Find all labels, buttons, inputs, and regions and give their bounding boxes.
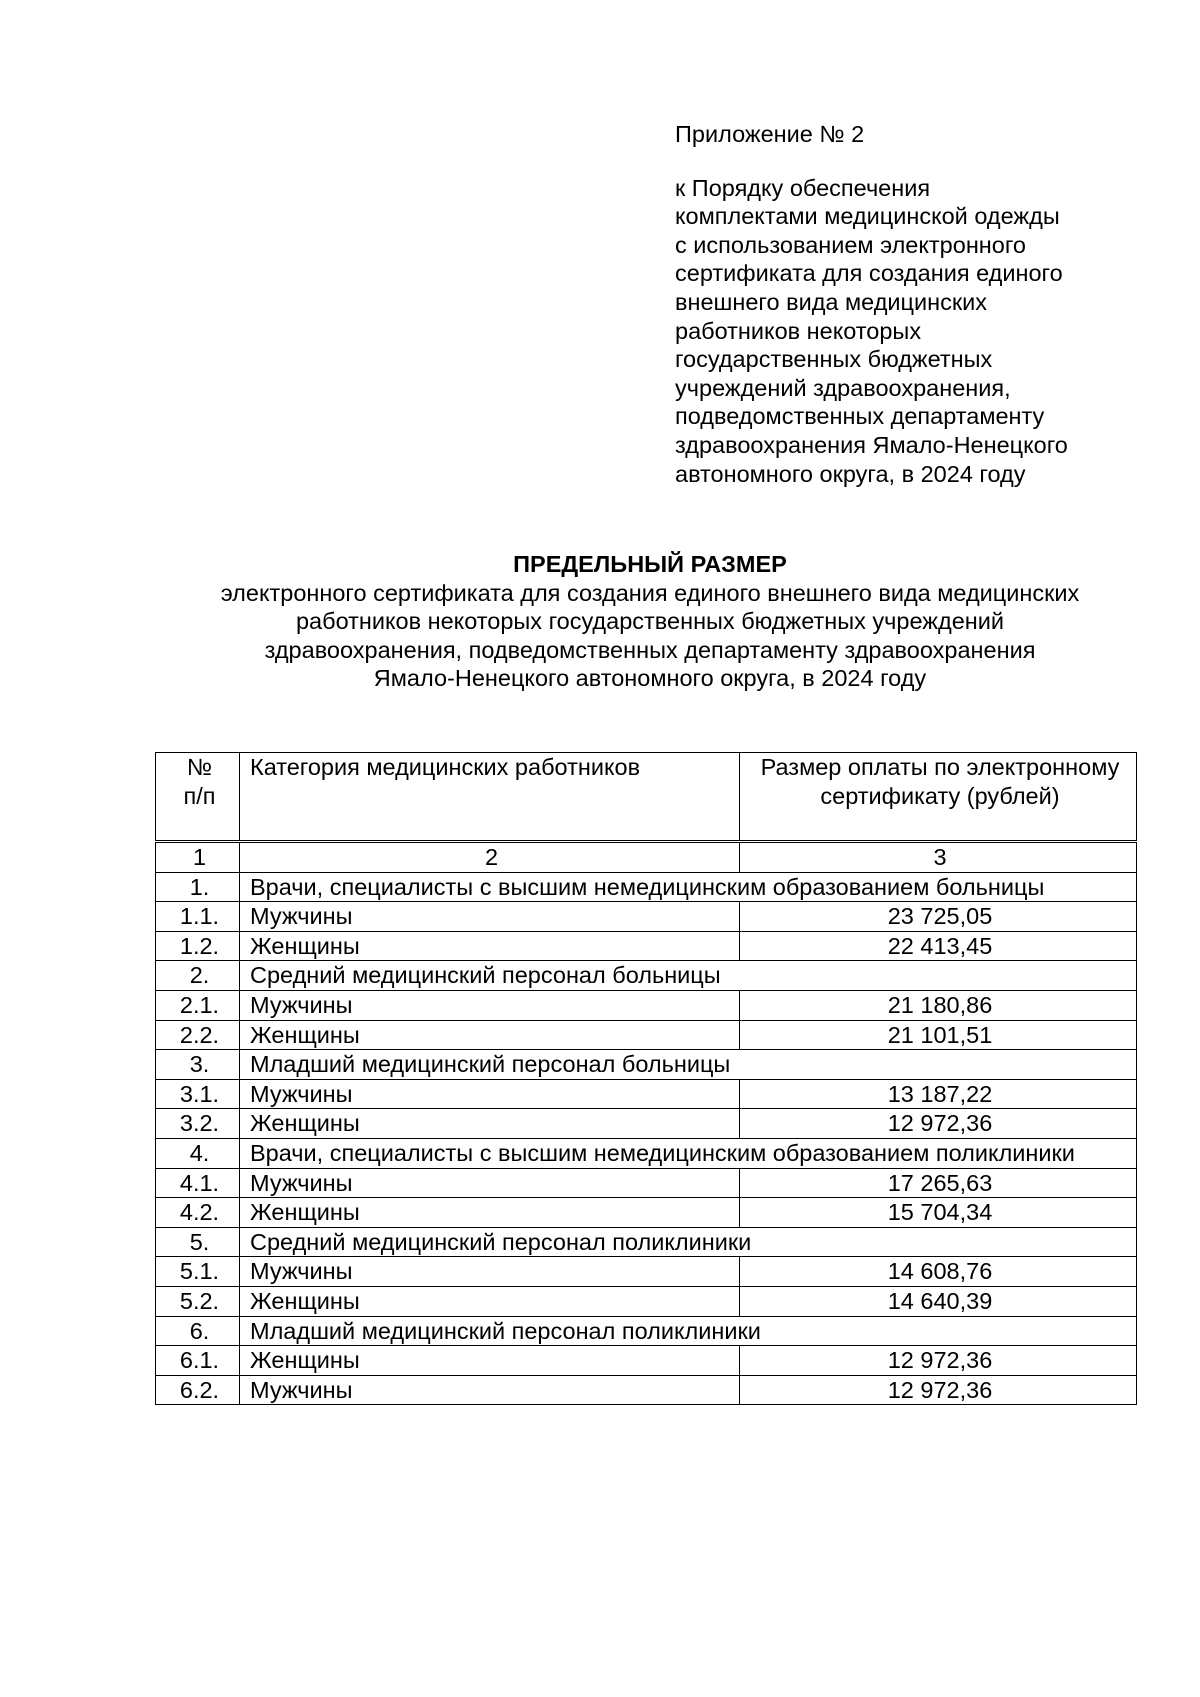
table-row	[156, 1168, 1137, 1198]
table-row	[156, 1346, 1137, 1376]
group-row	[156, 961, 1137, 991]
column-number: 2	[240, 842, 740, 873]
table-header-row	[156, 753, 1137, 842]
row-amount	[740, 902, 1137, 932]
group-title: Младший медицинский персонал поликлиники	[240, 1316, 1137, 1346]
table-row	[156, 1375, 1137, 1405]
group-number: 2.	[156, 961, 240, 991]
row-amount-value: 22 413,45	[887, 932, 993, 959]
row-category: Женщины	[240, 931, 740, 961]
row-amount	[740, 931, 1137, 961]
document-subtitle-line: Ямало-Ненецкого автономного округа, в 2024 году	[373, 665, 927, 692]
row-category: Мужчины	[240, 1257, 740, 1287]
row-category: Женщины	[240, 1198, 740, 1228]
row-amount	[740, 990, 1137, 1020]
document-subtitle-line: работников некоторых государственных бюджетных учреждений	[295, 608, 1005, 635]
row-amount	[740, 1375, 1137, 1405]
appendix-reference	[675, 174, 1145, 489]
table-row	[156, 1286, 1137, 1316]
row-category: Женщины	[240, 1020, 740, 1050]
row-number: 4.1.	[156, 1168, 240, 1198]
row-amount-value: 12 972,36	[887, 1110, 993, 1137]
row-amount-value: 17 265,63	[887, 1169, 993, 1196]
row-category: Мужчины	[240, 1375, 740, 1405]
certificate-limits-table	[155, 752, 1137, 1405]
table-row	[156, 1257, 1137, 1287]
row-category: Мужчины	[240, 990, 740, 1020]
row-amount	[740, 1020, 1137, 1050]
appendix-block	[675, 120, 1145, 488]
document-title: ПРЕДЕЛЬНЫЙ РАЗМЕР	[513, 551, 787, 577]
group-row	[156, 872, 1137, 902]
row-amount-value: 14 640,39	[887, 1287, 993, 1314]
row-amount-value: 12 972,36	[887, 1376, 993, 1403]
group-row	[156, 1316, 1137, 1346]
appendix-line: подведомственных департаменту	[675, 403, 1045, 430]
row-number: 1.1.	[156, 902, 240, 932]
row-number: 5.2.	[156, 1286, 240, 1316]
row-amount-value: 21 180,86	[887, 991, 993, 1018]
group-title: Врачи, специалисты с высшим немедицинским образованием поликлиники	[240, 1138, 1137, 1168]
row-number: 2.2.	[156, 1020, 240, 1050]
document-subtitle-line: здравоохранения, подведомственных департаменту здравоохранения	[264, 636, 1036, 663]
table-body	[156, 842, 1137, 1405]
table-row	[156, 1079, 1137, 1109]
appendix-line: комплектами медицинской одежды	[675, 203, 1060, 230]
row-category: Женщины	[240, 1346, 740, 1376]
table-row	[156, 990, 1137, 1020]
row-amount-value: 23 725,05	[887, 903, 993, 930]
row-number: 3.2.	[156, 1109, 240, 1139]
group-number: 3.	[156, 1050, 240, 1080]
header-number-line: п/п	[183, 782, 216, 809]
row-category: Мужчины	[240, 902, 740, 932]
row-amount	[740, 1168, 1137, 1198]
group-number: 4.	[156, 1138, 240, 1168]
row-amount	[740, 1109, 1137, 1139]
row-amount	[740, 1346, 1137, 1376]
row-number: 1.2.	[156, 931, 240, 961]
group-number: 1.	[156, 872, 240, 902]
group-row	[156, 1050, 1137, 1080]
appendix-number: Приложение № 2	[675, 121, 865, 147]
row-category: Мужчины	[240, 1168, 740, 1198]
appendix-line: здравоохранения Ямало-Ненецкого	[675, 431, 1068, 458]
column-number: 1	[156, 842, 240, 873]
header-amount: Размер оплаты по электронному сертификату (рублей)	[740, 753, 1137, 842]
appendix-line: сертификата для создания единого	[675, 260, 1063, 287]
row-number: 2.1.	[156, 990, 240, 1020]
row-number: 6.2.	[156, 1375, 240, 1405]
appendix-line: учреждений здравоохранения,	[675, 374, 1011, 401]
document-heading	[150, 550, 1150, 693]
row-number: 3.1.	[156, 1079, 240, 1109]
group-row	[156, 1138, 1137, 1168]
row-number: 6.1.	[156, 1346, 240, 1376]
group-title: Средний медицинский персонал больницы	[240, 961, 1137, 991]
group-title: Средний медицинский персонал поликлиники	[240, 1227, 1137, 1257]
row-amount-value: 12 972,36	[887, 1347, 993, 1374]
header-category: Категория медицинских работников	[240, 753, 740, 842]
table-row	[156, 931, 1137, 961]
row-number: 5.1.	[156, 1257, 240, 1287]
row-amount	[740, 1198, 1137, 1228]
group-title: Младший медицинский персонал больницы	[240, 1050, 1137, 1080]
column-number-row	[156, 842, 1137, 873]
appendix-line: государственных бюджетных	[675, 346, 993, 373]
group-row	[156, 1227, 1137, 1257]
table-row	[156, 1109, 1137, 1139]
group-number: 6.	[156, 1316, 240, 1346]
row-amount-value: 14 608,76	[887, 1258, 993, 1285]
group-number: 5.	[156, 1227, 240, 1257]
header-number-line: №	[186, 754, 213, 780]
appendix-line: автономного округа, в 2024 году	[675, 460, 1026, 487]
document-subtitle-line: электронного сертификата для создания единого внешнего вида медицинских	[220, 579, 1080, 606]
table-row	[156, 902, 1137, 932]
row-amount	[740, 1257, 1137, 1287]
row-category: Мужчины	[240, 1079, 740, 1109]
appendix-line: внешнего вида медицинских	[675, 288, 988, 315]
appendix-line: к Порядку обеспечения	[675, 174, 931, 201]
row-category: Женщины	[240, 1109, 740, 1139]
group-title: Врачи, специалисты с высшим немедицинским образованием больницы	[240, 872, 1137, 902]
appendix-line: работников некоторых	[675, 317, 922, 344]
row-number: 4.2.	[156, 1198, 240, 1228]
appendix-line: с использованием электронного	[675, 231, 1026, 258]
row-amount	[740, 1286, 1137, 1316]
table-row	[156, 1198, 1137, 1228]
row-amount-value: 13 187,22	[887, 1080, 993, 1107]
header-number	[156, 753, 240, 842]
column-number: 3	[740, 842, 1137, 873]
row-category: Женщины	[240, 1286, 740, 1316]
table-row	[156, 1020, 1137, 1050]
row-amount-value: 21 101,51	[887, 1021, 993, 1048]
row-amount	[740, 1079, 1137, 1109]
row-amount-value: 15 704,34	[887, 1199, 993, 1226]
